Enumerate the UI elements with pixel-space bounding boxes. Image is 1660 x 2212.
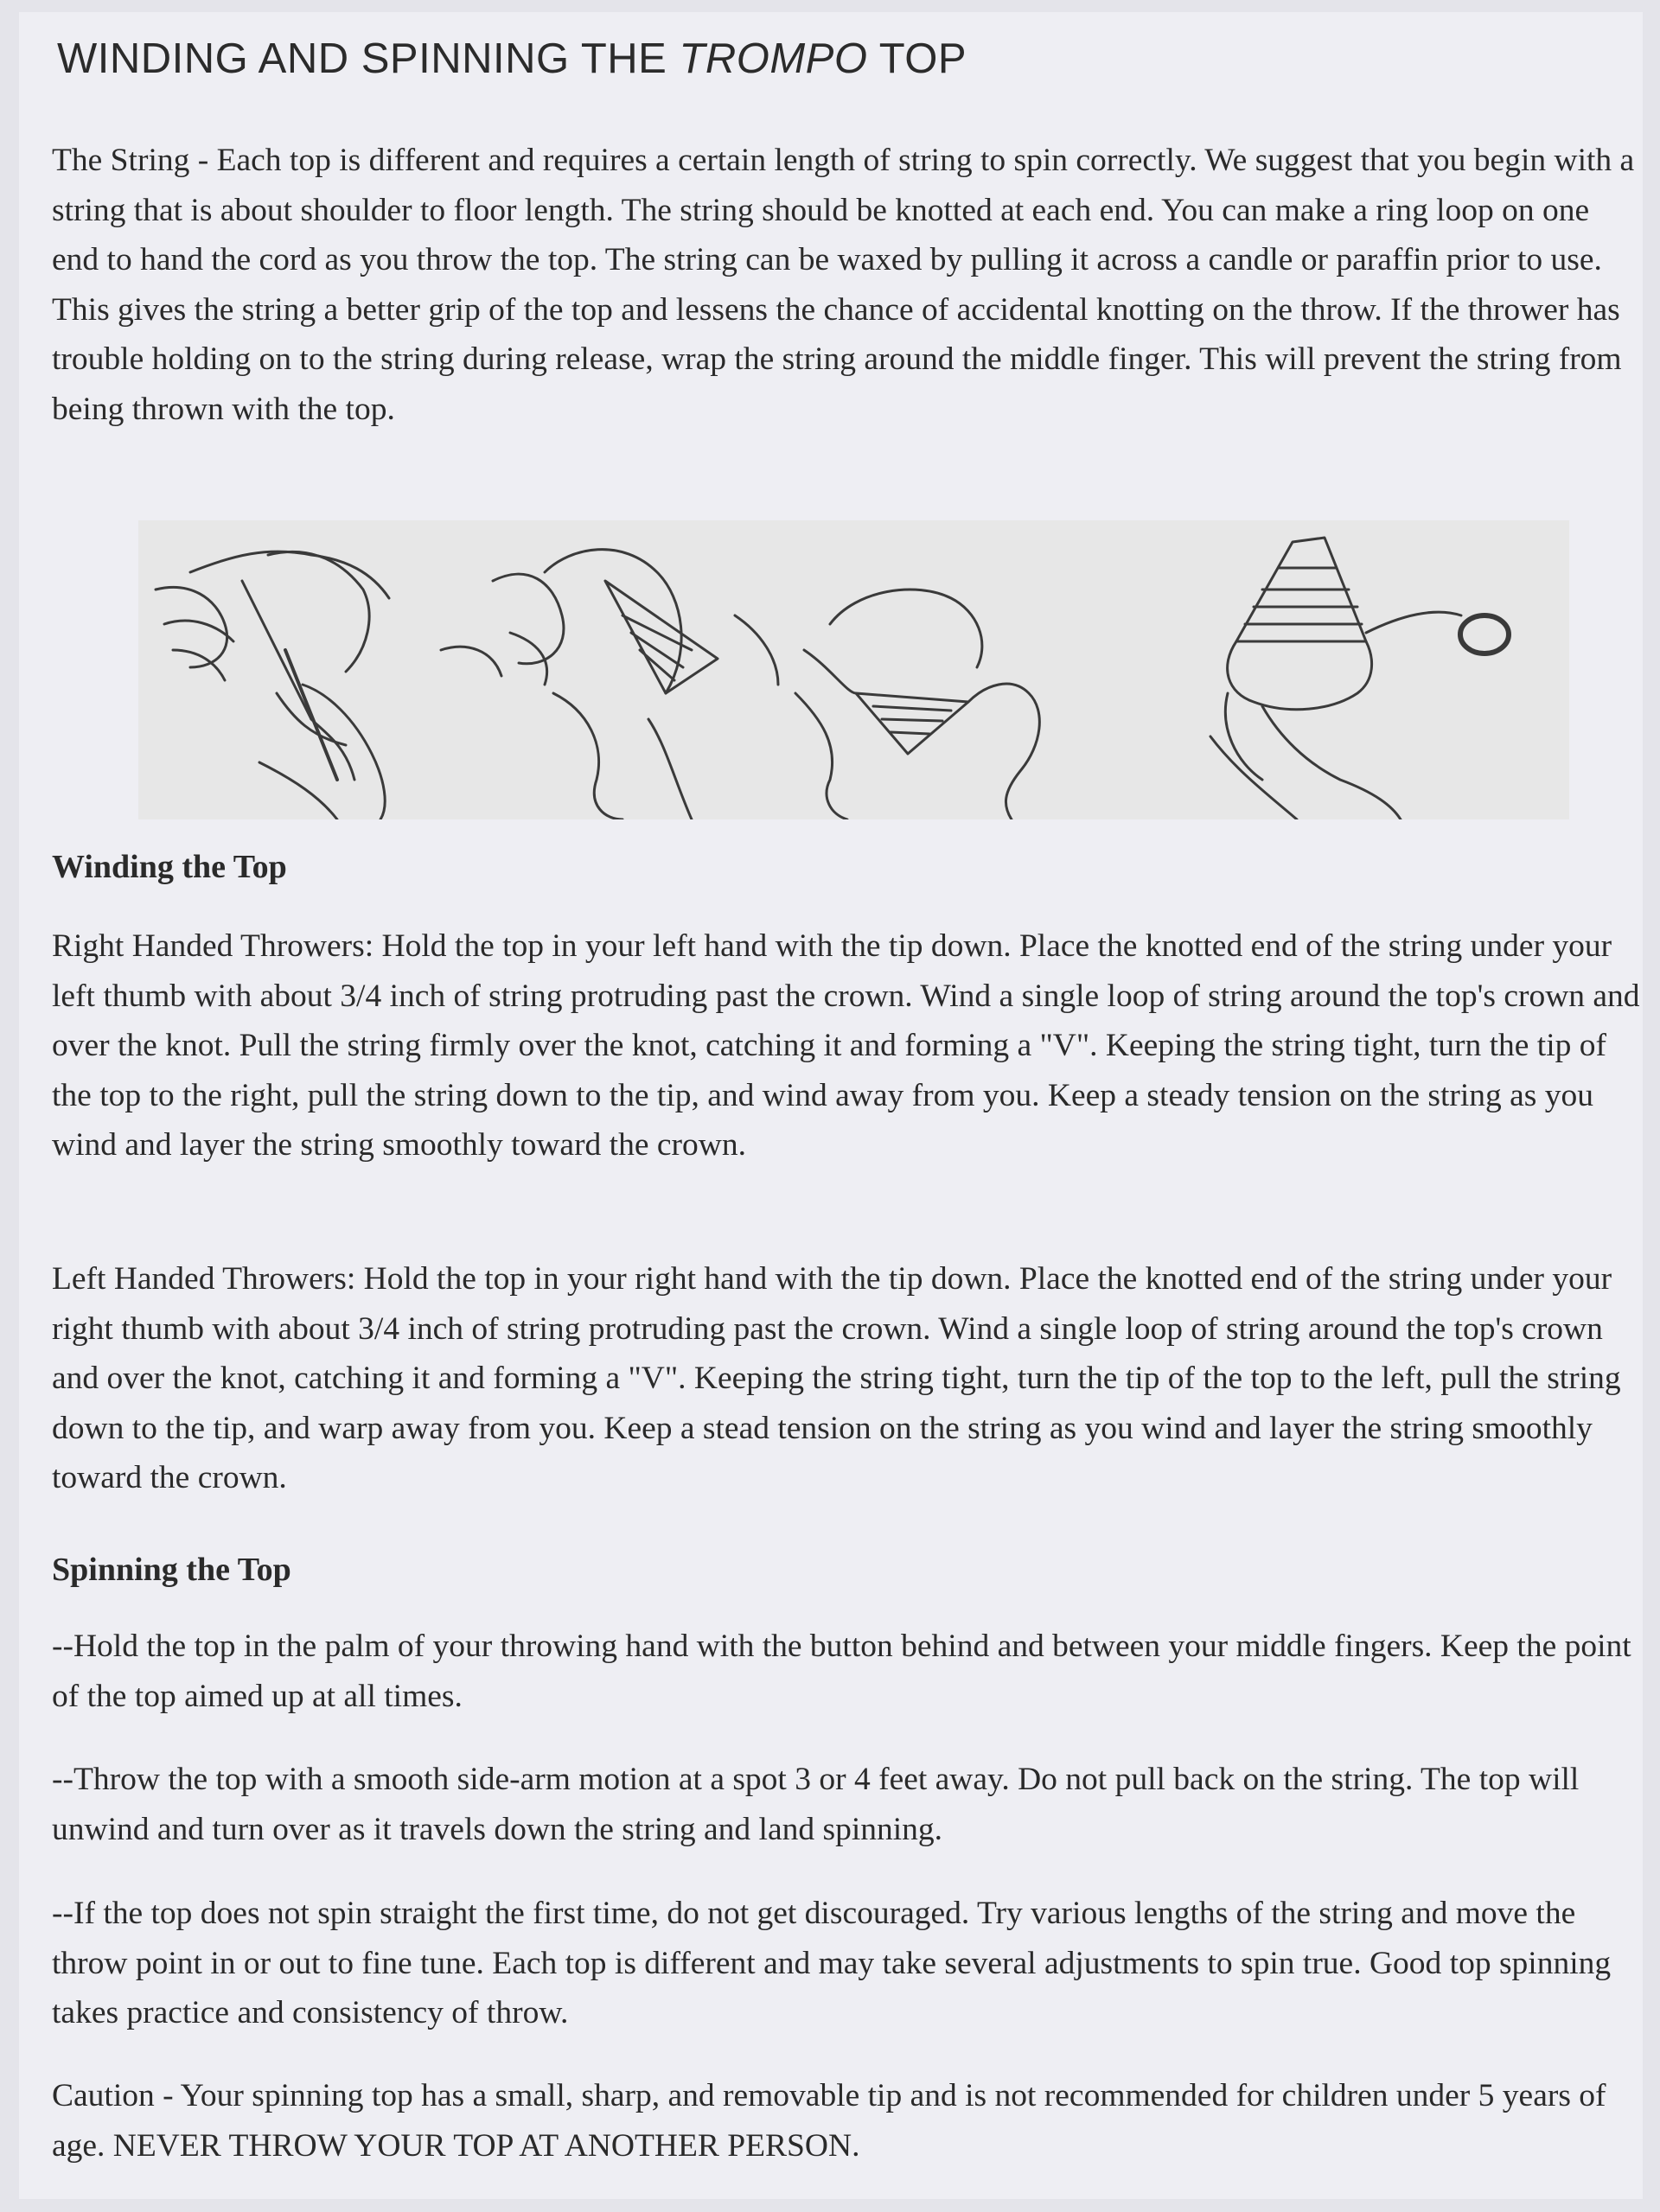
panel-2-drawing xyxy=(441,550,718,819)
caution-paragraph: Caution - Your spinning top has a small, sharp, and removable tip and is not recommended for children under 5 years of age. NEVER THROW YOUR TOP AT ANOTHER PERSON. xyxy=(52,2078,1606,2164)
left-handed-paragraph: Left Handed Throwers: Hold the top in your right hand with the tip down. Place the knotted end of the string under your right thumb with about 3/4 inch of string protruding past the crown. Wind a single loop of string around the top's crown and over the knot, catching it and forming a "V". Keeping the string tight, turn the tip of the top to the left, pull the string down to the tip, and warp away from you. Keep a stead tension on the string as you wind and layer the string smoothly toward the crown. xyxy=(52,1261,1621,1495)
winding-heading: Winding the Top xyxy=(52,849,287,885)
panel-3-drawing xyxy=(735,590,1039,819)
spinning-step: --Hold the top in the palm of your throwing hand with the button behind and between your middle fingers. Keep the point of the top aimed up at all times. xyxy=(52,1629,1631,1714)
panel-1-drawing xyxy=(156,551,389,819)
right-handed-paragraph: Right Handed Throwers: Hold the top in your left hand with the tip down. Place the knotted end of the string under your left thumb with about 3/4 inch of string protruding past the crown. Wind a single loop of string around the top's crown and over the knot. Pull the string firmly over the knot, catching it and forming a "V". Keeping the string tight, turn the tip of the top to the right, pull the string down to the tip, and wind away from you. Keep a steady tension on the string as you wind and layer the string smoothly toward the crown. xyxy=(52,928,1640,1163)
spinning-step: --If the top does not spin straight the first time, do not get discouraged. Try various lengths of the string and move the throw point in or out to fine tune. Each top is different and may take several adjustments to spin true. Good top spinning takes practice and consistency of throw. xyxy=(52,1896,1612,2030)
page-title: WINDING AND SPINNING THE TROMPO TOP xyxy=(57,35,967,82)
spinning-heading: Spinning the Top xyxy=(52,1552,291,1588)
document-page xyxy=(19,12,1643,2199)
spinning-step: --Throw the top with a smooth side-arm motion at a spot 3 or 4 feet away. Do not pull back on the string. The top will unwind and turn over as it travels down the string and land spinning. xyxy=(52,1762,1580,1847)
winding-illustration xyxy=(138,520,1569,819)
title-italic: TROMPO xyxy=(679,35,868,82)
string-paragraph: The String - Each top is different and requires a certain length of string to spin correctly. We suggest that you begin with a string that is about shoulder to floor length. The string should be knotted at each end. You can make a ring loop on one end to hand the cord as you throw the top. The string can be waxed by pulling it across a candle or paraffin prior to use. This gives the string a better grip of the top and lessens the chance of accidental knotting on the throw. If the thrower has trouble holding on to the string during release, wrap the string around the middle finger. This will prevent the string from being thrown with the top. xyxy=(52,143,1635,427)
panel-4-drawing xyxy=(1210,538,1509,819)
